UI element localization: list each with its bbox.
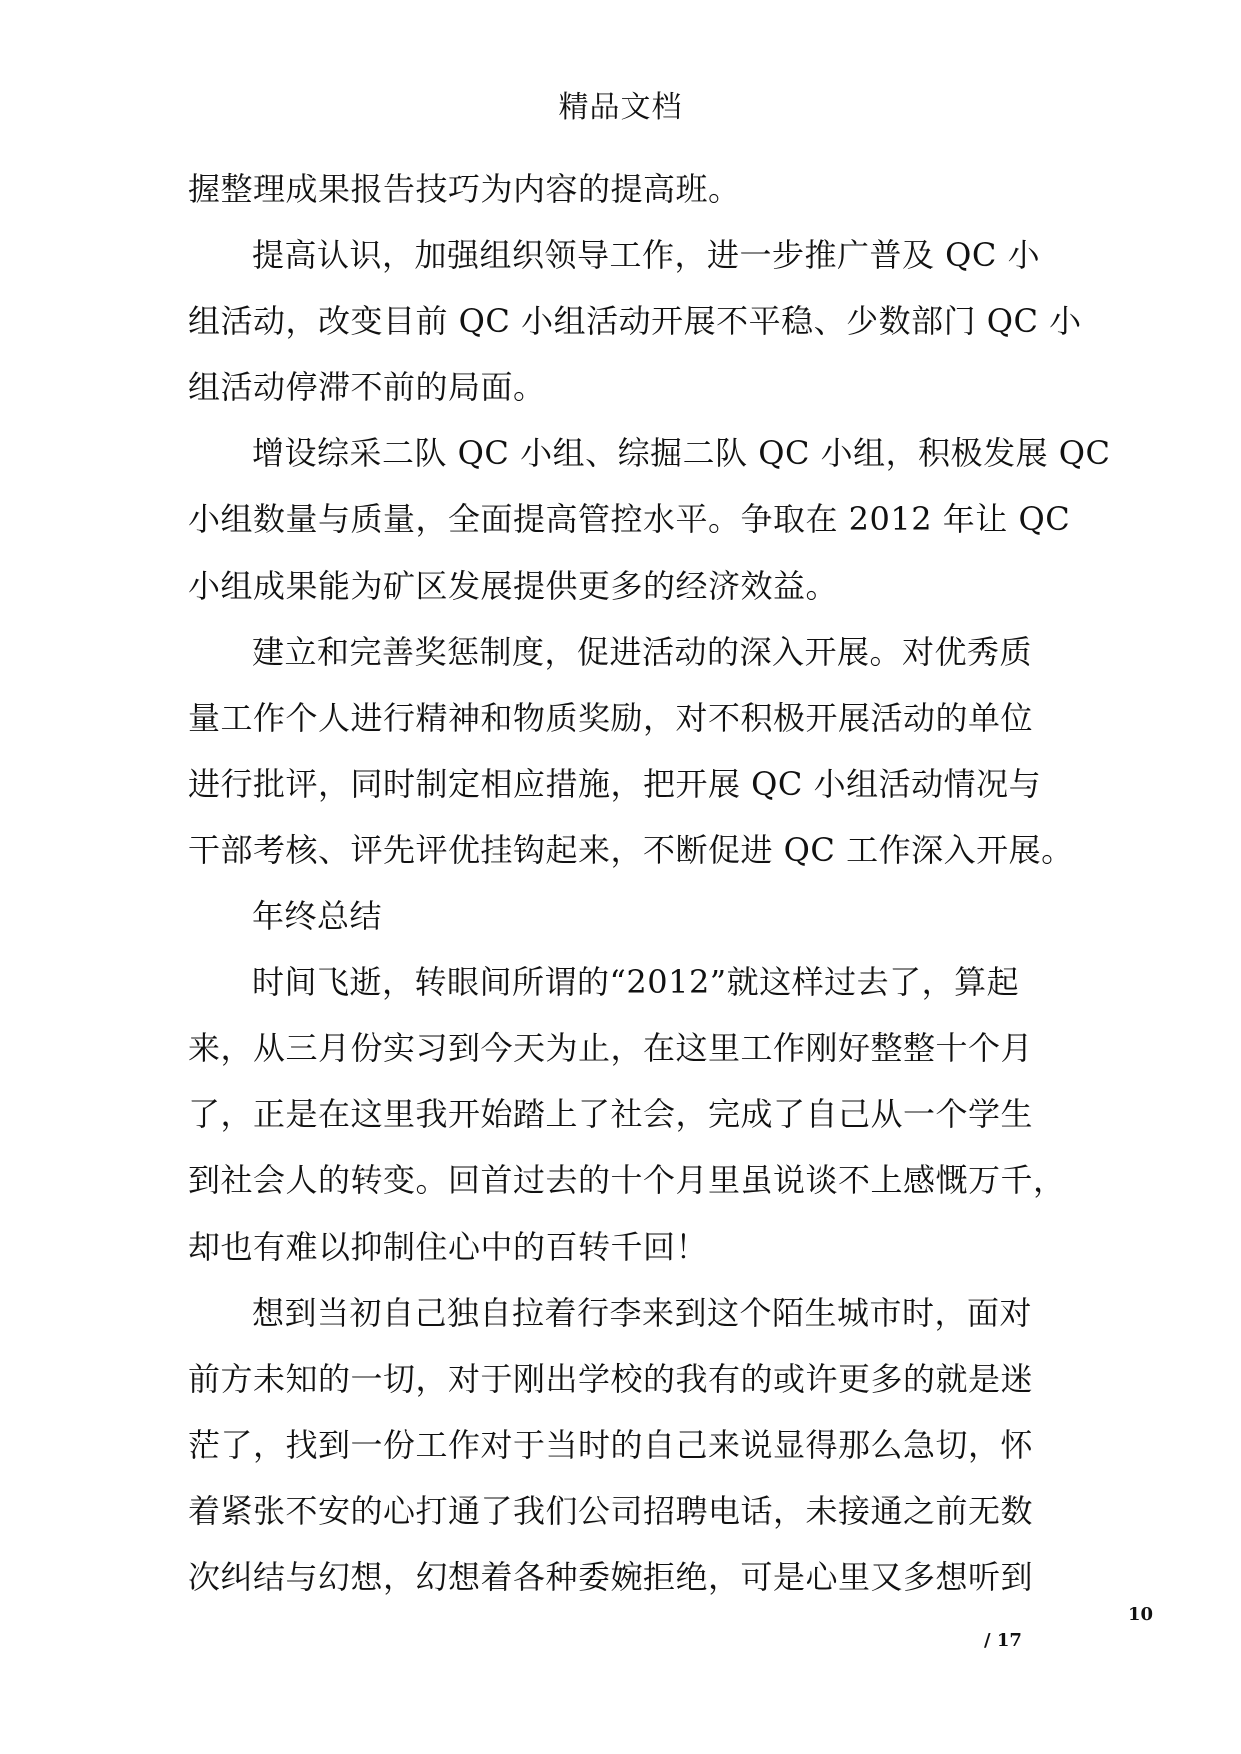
text-line: 小组成果能为矿区发展提供更多的经济效益。 <box>188 566 839 605</box>
text-line: 时间飞逝，转眼间所谓的“2012”就这样过去了，算起 <box>252 963 1020 1002</box>
text-line: 建立和完善奖惩制度，促进活动的深入开展。对优秀质 <box>252 632 1033 671</box>
text-line: 进行批评，同时制定相应措施，把开展 QC 小组活动情况与 <box>188 764 1042 803</box>
text-line: 到社会人的转变。回首过去的十个月里虽说谈不上感慨万千， <box>188 1161 1066 1200</box>
text-line: 却也有难以抑制住心中的百转千回！ <box>188 1227 709 1266</box>
text-line: 来，从三月份实习到今天为止，在这里工作刚好整整十个月 <box>188 1029 1034 1068</box>
page-total: / 17 <box>984 1630 1022 1651</box>
text-line: 小组数量与质量，全面提高管控水平。争取在 2012 年让 QC <box>188 500 1071 539</box>
text-line: 组活动，改变目前 QC 小组活动开展不平稳、少数部门 QC 小 <box>188 302 1082 341</box>
text-line: 前方未知的一切，对于刚出学校的我有的或许更多的就是迷 <box>188 1359 1034 1398</box>
document-body <box>188 156 1111 1610</box>
text-line: 了，正是在这里我开始踏上了社会，完成了自己从一个学生 <box>188 1095 1034 1134</box>
text-line: 组活动停滞不前的局面。 <box>188 368 546 407</box>
text-line: 次纠结与幻想，幻想着各种委婉拒绝，可是心里又多想听到 <box>188 1557 1034 1596</box>
text-line: 增设综采二队 QC 小组、综掘二队 QC 小组，积极发展 QC <box>252 434 1111 473</box>
text-line: 握整理成果报告技巧为内容的提高班。 <box>188 170 741 208</box>
text-line: 量工作个人进行精神和物质奖励，对不积极开展活动的单位 <box>188 698 1034 737</box>
text-line: 提高认识，加强组织领导工作，进一步推广普及 QC 小 <box>252 236 1041 275</box>
text-line: 想到当初自己独自拉着行李来到这个陌生城市时，面对 <box>252 1293 1033 1332</box>
text-line: 着紧张不安的心打通了我们公司招聘电话，未接通之前无数 <box>188 1491 1034 1530</box>
text-line: 干部考核、评先评优挂钩起来，不断促进 QC 工作深入开展。 <box>188 830 1074 869</box>
text-line: 茫了，找到一份工作对于当时的自己来说显得那么急切，怀 <box>188 1425 1034 1464</box>
text-line: 年终总结 <box>252 897 383 936</box>
page-header-title: 精品文档 <box>558 90 683 125</box>
page-number: 10 <box>1128 1604 1154 1625</box>
